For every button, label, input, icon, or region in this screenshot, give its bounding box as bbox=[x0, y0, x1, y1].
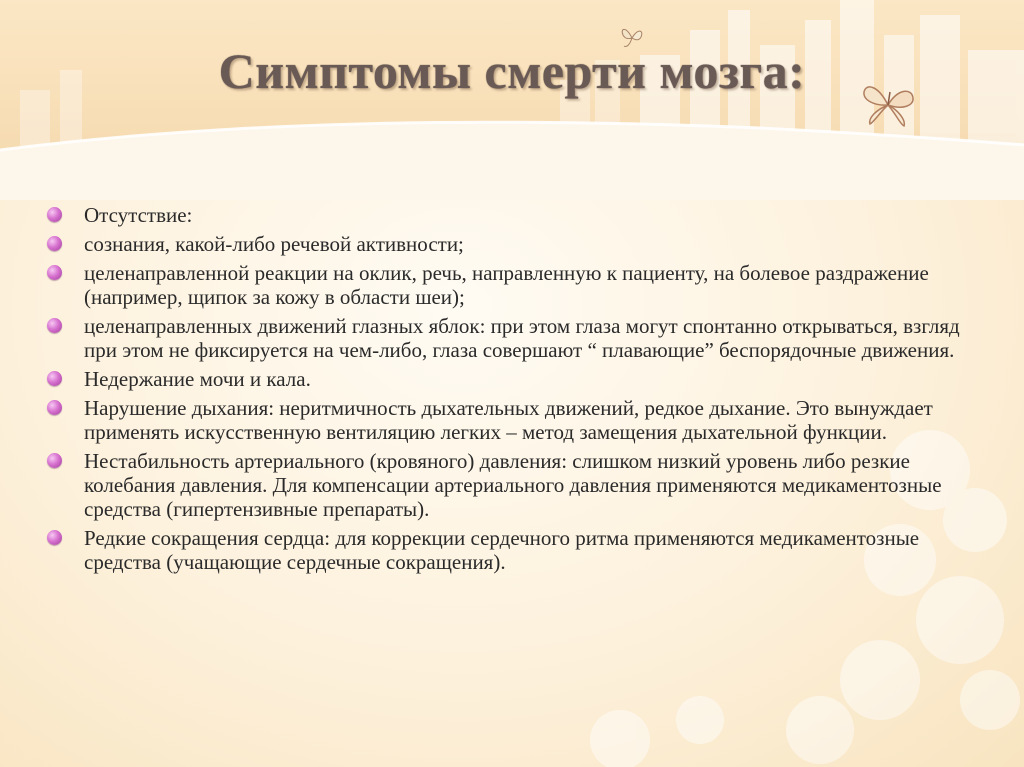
list-item bbox=[44, 314, 964, 362]
list-item bbox=[44, 232, 964, 256]
list-item-text: Недержание мочи и кала. bbox=[84, 367, 311, 391]
bullet-icon bbox=[47, 207, 62, 222]
slide-title: Симптомы смерти мозга: bbox=[218, 43, 806, 99]
list-item-text: целенаправленных движений глазных яблок: при этом глаза могут спонтанно открываться, взгляд при этом не фиксируется на чем-либо, глаза совершают “ плавающие” беспорядочные движения. bbox=[84, 314, 960, 362]
bullet-icon bbox=[47, 236, 62, 251]
bullet-icon bbox=[47, 371, 62, 386]
list-item bbox=[44, 203, 964, 227]
symptom-list bbox=[44, 203, 964, 579]
list-item bbox=[44, 367, 964, 391]
list-item bbox=[44, 396, 964, 444]
list-item-text: Нарушение дыхания: неритмичность дыхательных движений, редкое дыхание. Это вынуждает применять искусственную вентиляцию легких – метод замещения дыхательной функции. bbox=[84, 396, 933, 444]
list-item-text: Нестабильность артериального (кровяного) давления: слишком низкий уровень либо резкие колебания давления. Для компенсации артериального давления применяются медикаментозные средства (гипертензивные препараты). bbox=[84, 449, 942, 521]
bullet-icon bbox=[47, 265, 62, 280]
bullet-icon bbox=[47, 318, 62, 333]
list-item bbox=[44, 526, 964, 574]
bullet-icon bbox=[47, 453, 62, 468]
list-item-text: целенаправленной реакции на оклик, речь, направленную к пациенту, на болевое раздражение (например, щипок за кожу в области шеи); bbox=[84, 261, 929, 309]
list-item bbox=[44, 261, 964, 309]
list-item-text: Отсутствие: bbox=[84, 203, 193, 227]
bullet-icon bbox=[47, 530, 62, 545]
list-item bbox=[44, 449, 964, 521]
list-item-text: Редкие сокращения сердца: для коррекции сердечного ритма применяются медикаментозные средства (учащающие сердечные сокращения). bbox=[84, 526, 920, 574]
bullet-icon bbox=[47, 400, 62, 415]
list-item-text: сознания, какой-либо речевой активности; bbox=[84, 232, 464, 256]
